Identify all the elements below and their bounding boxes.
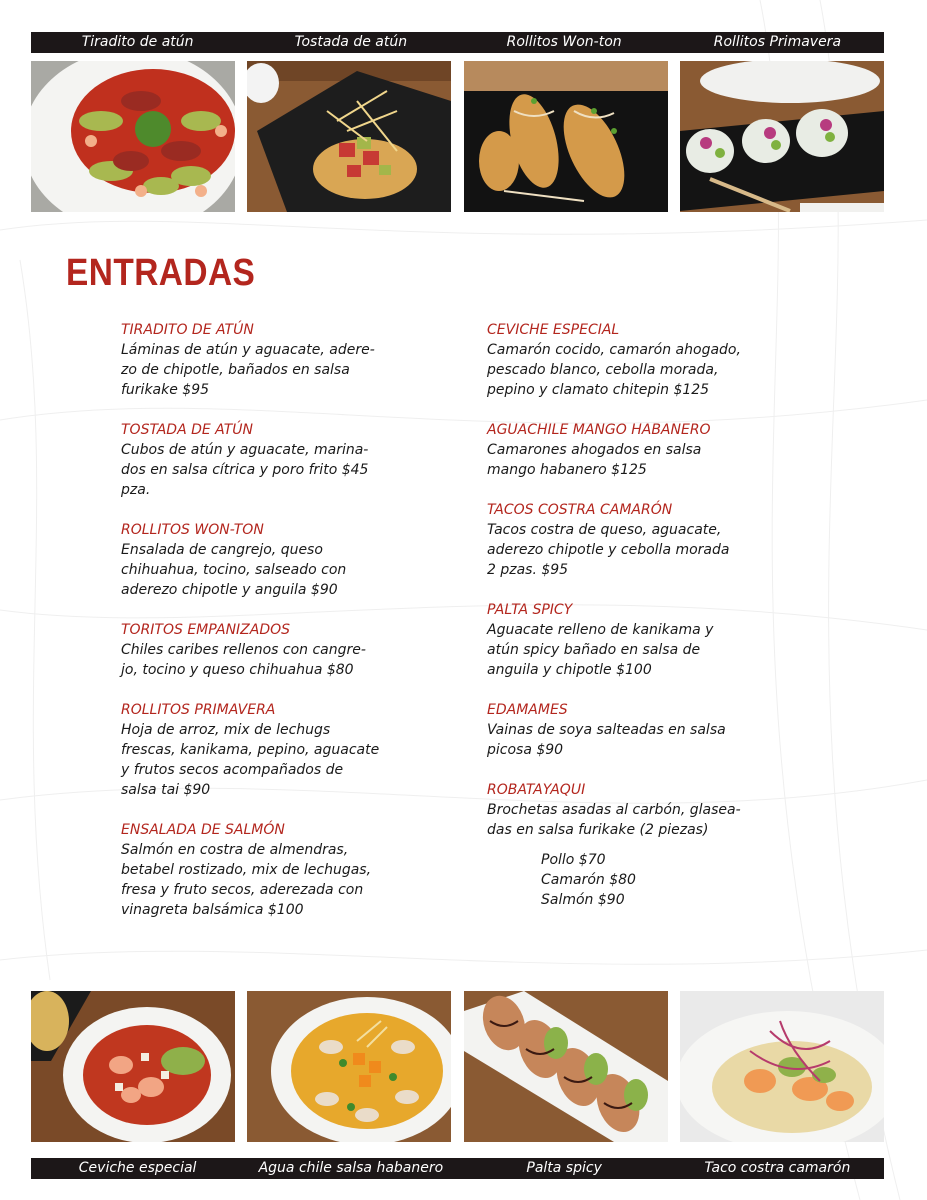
item-description: Hoja de arroz, mix de lechugs frescas, kanikama, pepino, aguacate y frutos secos acompañados de salsa tai $90 [121,722,380,798]
item-name: TACOS COSTRA CAMARÓN [487,502,673,518]
menu-item [121,820,391,920]
caption-aguachile: Agua chile salsa habanero [258,1160,444,1176]
item-name: ROLLITOS WON-TON [121,522,264,538]
item-name: TIRADITO DE ATÚN [121,322,254,338]
item-description: Chiles caribes rellenos con cangre- jo, tocino y queso chihuahua $80 [121,642,366,678]
top-photo-row [31,61,884,212]
item-name: TORITOS EMPANIZADOS [121,622,291,638]
caption-rollitos-primavera: Rollitos Primavera [713,34,842,50]
caption-rollitos-wonton: Rollitos Won-ton [506,34,622,50]
caption-tiradito: Tiradito de atún [81,34,194,50]
menu-column-right [487,320,757,930]
item-name: ROBATAYAQUI [487,782,586,798]
tiradito-photo [31,61,235,212]
item-description: Camarón cocido, camarón ahogado, pescado blanco, cebolla morada, pepino y clamato chitepin $125 [487,342,741,398]
item-name: EDAMAMES [487,702,568,718]
item-description: Vainas de soya salteadas en salsa picosa $90 [487,722,726,758]
item-name: TOSTADA DE ATÚN [121,422,254,438]
taco-costra-photo [680,991,884,1142]
menu-item [487,700,757,760]
option-salmon: Salmón $90 [541,892,625,908]
caption-taco-costra: Taco costra camarón [704,1160,851,1176]
item-description: Láminas de atún y aguacate, adere- zo de chipotle, bañados en salsa furikake $95 [121,342,375,398]
item-name: CEVICHE ESPECIAL [487,322,620,338]
item-description: Camarones ahogados en salsa mango habanero $125 [487,442,702,478]
menu-column-left [121,320,391,940]
item-name: PALTA SPICY [487,602,573,618]
section-title: ENTRADAS [66,252,256,294]
menu-item [121,520,391,600]
item-description: Cubos de atún y aguacate, marina- dos en salsa cítrica y poro frito $45 pza. [121,442,369,498]
rollitos-primavera-photo [680,61,884,212]
menu-item [487,320,757,400]
robatayaqui-options [541,850,757,910]
item-description: Salmón en costra de almendras, betabel rostizado, mix de lechugas, fresa y fruto secos, aderezada con vinagreta balsámica $100 [121,842,372,918]
item-description: Brochetas asadas al carbón, glasea- das en salsa furikake (2 piezas) [487,802,741,838]
item-description: Tacos costra de queso, aguacate, aderezo chipotle y cebolla morada 2 pzas. $95 [487,522,730,578]
item-name: ROLLITOS PRIMAVERA [121,702,276,718]
menu-item [487,420,757,480]
menu-item [121,420,391,500]
bottom-caption-bar [31,1158,884,1179]
menu-item [121,620,391,680]
aguachile-photo [247,991,451,1142]
caption-palta-spicy: Palta spicy [526,1160,602,1176]
menu-item [121,700,391,800]
item-description: Ensalada de cangrejo, queso chihuahua, tocino, salseado con aderezo chipotle y anguila $90 [121,542,347,598]
menu-item [487,780,757,910]
ceviche-photo [31,991,235,1142]
caption-ceviche: Ceviche especial [78,1160,197,1176]
caption-tostada: Tostada de atún [294,34,408,50]
rollitos-wonton-photo [464,61,668,212]
option-pollo: Pollo $70 [541,852,606,868]
menu-item [487,600,757,680]
palta-spicy-photo [464,991,668,1142]
item-description: Aguacate relleno de kanikama y atún spicy bañado en salsa de anguila y chipotle $100 [487,622,714,678]
item-name: AGUACHILE MANGO HABANERO [487,422,711,438]
bottom-photo-row [31,991,884,1142]
top-caption-bar [31,32,884,53]
menu-item [121,320,391,400]
item-name: ENSALADA DE SALMÓN [121,822,285,838]
option-camaron: Camarón $80 [541,872,636,888]
menu-item [487,500,757,580]
tostada-photo [247,61,451,212]
